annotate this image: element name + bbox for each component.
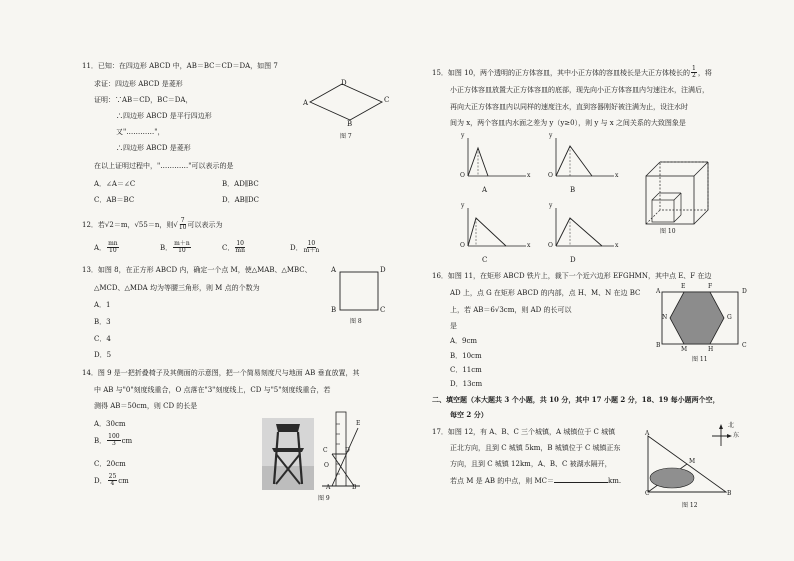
q13-option-c: C．4 [94, 335, 111, 343]
q11-proof-line: ∴四边形 ABCD 是菱形 [116, 144, 191, 152]
q17-line: 方向，且到 C 城镇 12km，A、B、C 被湖水隔开， [450, 460, 612, 468]
denominator: 10 [178, 224, 187, 232]
fig11-label-f: F [708, 283, 713, 290]
q15-line1-tail: ，将 [697, 68, 712, 77]
q12-option-c [222, 241, 246, 255]
axis-x-label: x [527, 172, 531, 179]
fig12-label-m: M [689, 458, 696, 465]
fig7-caption: 图 7 [340, 133, 352, 140]
q11-option-a: A．∠A＝∠C [94, 180, 136, 188]
q15-line [432, 66, 712, 80]
fig9-label-e: E [356, 420, 361, 427]
compass-north-label: 北 [728, 422, 735, 429]
fig8-caption: 图 8 [350, 318, 362, 325]
q14-line: 测得 AB＝50cm，则 CD 的长是 [94, 402, 198, 410]
fig9-label-o: O [324, 462, 329, 469]
q11-proof-goal: 求证：四边形 ABCD 是菱形 [94, 80, 183, 88]
q16-option-c: C．11cm [450, 366, 482, 374]
unit: cm [118, 476, 129, 485]
q13-option-d: D．5 [94, 351, 112, 359]
q16-line: AD 上，点 G 在矩形 ABCD 的内部，点 H、M、N 在边 BC [450, 289, 641, 297]
q12-option-a [94, 241, 120, 255]
q16-line: 16．如图 11，在矩形 ABCD 铁片上，裁下一个近六边形 EFGHMN，其中点 E、F 在边 [432, 272, 712, 280]
fig7-label-d: D [341, 79, 347, 87]
figure-8-square [338, 270, 380, 312]
fig8-label-b: B [331, 306, 337, 314]
q15-graph-b [548, 134, 618, 184]
fig9-label-a: A [326, 484, 331, 491]
fig8-label-a: A [331, 266, 337, 274]
q12-stem-pre: 12．若√2＝m，√55＝n，则 [82, 220, 174, 229]
denominator: m＋n [303, 247, 320, 255]
q15-option-c: C [482, 256, 488, 264]
q14-option-a: A．30cm [94, 420, 126, 428]
origin-label: O [548, 172, 553, 179]
fig9-label-b: B [352, 484, 357, 491]
numerator: 7 [180, 217, 185, 224]
fig12-caption: 图 12 [682, 502, 698, 509]
q17-line4-text: 若点 M 是 AB 的中点，则 MC＝ [450, 477, 555, 485]
q15-option-d: D [570, 256, 576, 264]
fig12-label-c: C [645, 490, 650, 497]
fig9-label-d: D [345, 447, 350, 454]
fig12-label-a: A [645, 430, 650, 437]
fig12-label-b: B [727, 490, 732, 497]
fig11-label-m: M [681, 346, 688, 353]
q12-stem: 12．若√2＝m，√55＝n，则√ $\frac{7}{10}$ 可以表示为 [82, 217, 223, 232]
q13-line: △MCD、△MDA 均为等腰三角形，则 M 点的个数为 [94, 284, 260, 292]
fig11-label-n: N [662, 314, 668, 321]
q16-line: 是 [450, 322, 457, 330]
q11-proof-line: 证明：∵AB＝CD，BC＝DA， [94, 96, 193, 104]
section-2-title-cont: 每空 2 分） [450, 410, 488, 419]
q15-option-a: A [482, 186, 488, 194]
option-label: D． [94, 476, 107, 485]
fig11-label-g: G [727, 314, 732, 321]
q17-line [450, 476, 621, 486]
option-label: B． [94, 436, 107, 445]
origin-label: O [460, 172, 465, 179]
fig8-label-c: C [380, 306, 386, 314]
q12-option-d [290, 241, 320, 255]
q17-line: 17．如图 12，有 A、B、C 三个城镇，A 城镇位于 C 城镇 [432, 428, 616, 436]
q15-graph-c [460, 204, 530, 254]
q16-line: 上，若 AB＝6√3cm，则 AD 的长可以 [450, 306, 572, 314]
q15-line: 小正方体容皿放置大正方体容皿的底部，现先向小正方体容皿内匀速注水，注满后， [450, 86, 709, 94]
fig11-label-d: D [742, 288, 747, 295]
q14-option-b [94, 434, 132, 448]
q11-question: 在以上证明过程中，"…………"可以表示的是 [94, 162, 234, 170]
fig11-label-a: A [656, 288, 661, 295]
figure-10-cubes [642, 158, 716, 230]
denominator: mn [235, 247, 245, 255]
axis-y-label: y [461, 132, 465, 139]
numerator: m＋n [174, 240, 190, 247]
fig9-caption: 图 9 [318, 495, 330, 502]
fig7-label-a: A [303, 99, 309, 107]
origin-label: O [460, 242, 465, 249]
q11-option-d: D．AB∥DC [222, 196, 260, 204]
q14-option-d [94, 474, 129, 488]
section-2-title: 二、填空题（本大题共 3 个小题，共 10 分，其中 17 小题 2 分，18、19 每小题两个空， [432, 395, 720, 404]
numerator: 25 [108, 473, 117, 480]
denominator: 2 [692, 72, 696, 80]
fig11-label-h: H [708, 346, 714, 353]
axis-x-label: x [527, 242, 531, 249]
denominator: 10 [109, 247, 117, 255]
q12-option-b [160, 241, 192, 255]
q15-line: 再向大正方体容皿内以同样的速度注水，直到容器刚好被注满为止，设注水时 [450, 103, 688, 111]
q14-line: 14．图 9 是一把折叠椅子及其侧面的示意图，把一个简易刻度尺与地面 AB 垂直放置，其 [82, 369, 360, 377]
fig10-caption: 图 10 [660, 228, 676, 235]
q15-line: 间为 x，两个容皿内水面之差为 y（y≥0），则 y 与 x 之间关系的大致图象是 [450, 119, 686, 127]
numerator: 1 [692, 65, 696, 72]
numerator: mn [108, 240, 118, 247]
numerator: 100 [108, 433, 120, 440]
q12-stem-post: 可以表示为 [187, 220, 223, 229]
q16-option-a: A．9cm [450, 337, 478, 345]
option-label: A． [94, 243, 107, 252]
fig9-label-c: C [323, 447, 328, 454]
q11-stem: 11．已知：在四边形 ABCD 中，AB＝BC＝CD＝DA，如图 7 [82, 62, 278, 70]
denominator: 10 [178, 247, 186, 255]
option-label: C． [222, 243, 235, 252]
denominator: 3 [111, 440, 116, 448]
origin-label: O [548, 242, 553, 249]
denominator: 4 [110, 480, 115, 488]
fig11-caption: 图 11 [692, 356, 708, 363]
axis-x-label: x [615, 242, 619, 249]
q14-line: 中 AB 与"0"刻度线重合，O 点落在"3"刻度线上，CD 与"5"刻度线重合，若 [94, 386, 331, 394]
fig8-label-d: D [380, 266, 386, 274]
q15-option-b: B [570, 186, 576, 194]
right-column [420, 0, 794, 561]
compass-east-label: 东 [733, 432, 740, 439]
axis-x-label: x [615, 172, 619, 179]
numerator: 10 [307, 240, 316, 247]
q13-line: 13．如图 8，在正方形 ABCD 内，确定一个点 M，使△MAB、△MBC、 [82, 266, 312, 274]
q11-proof-line: ∴四边形 ABCD 是平行四边形 [116, 112, 212, 120]
fig11-label-c: C [742, 342, 747, 349]
q11-option-b: B．AD∥BC [222, 180, 259, 188]
fig7-label-c: C [384, 96, 390, 104]
q11-option-c: C．AB＝BC [94, 196, 135, 204]
answer-blank[interactable] [554, 476, 608, 483]
unit: cm [121, 436, 133, 445]
axis-y-label: y [461, 202, 465, 209]
q15-graph-d [548, 204, 618, 254]
q17-line: 正北方向，且到 C 城镇 5km，B 城镇位于 C 城镇正东 [450, 444, 621, 452]
q15-graph-a [460, 134, 530, 184]
q16-option-b: B．10cm [450, 352, 482, 360]
q12-sqrt-fraction [179, 218, 187, 232]
q16-option-d: D．13cm [450, 380, 483, 388]
chair-photo [262, 418, 314, 490]
option-label: D． [290, 243, 303, 252]
q15-line1-text: 15．如图 10，两个透明的正方体容皿，其中小正方体的容皿棱长是大正方体棱长的 [432, 68, 691, 77]
axis-y-label: y [549, 202, 553, 209]
option-label: B． [160, 243, 173, 252]
fig11-label-b: B [656, 342, 661, 349]
q13-option-a: A．1 [94, 301, 111, 309]
q11-proof-line: 又"…………"， [116, 128, 165, 136]
q13-option-b: B．3 [94, 318, 111, 326]
axis-y-label: y [549, 132, 553, 139]
q17-line4-unit: km. [608, 477, 622, 485]
fig7-label-b: B [347, 120, 353, 128]
q14-option-c: C．20cm [94, 460, 126, 468]
fig11-label-e: E [681, 283, 686, 290]
numerator: 10 [236, 240, 244, 247]
